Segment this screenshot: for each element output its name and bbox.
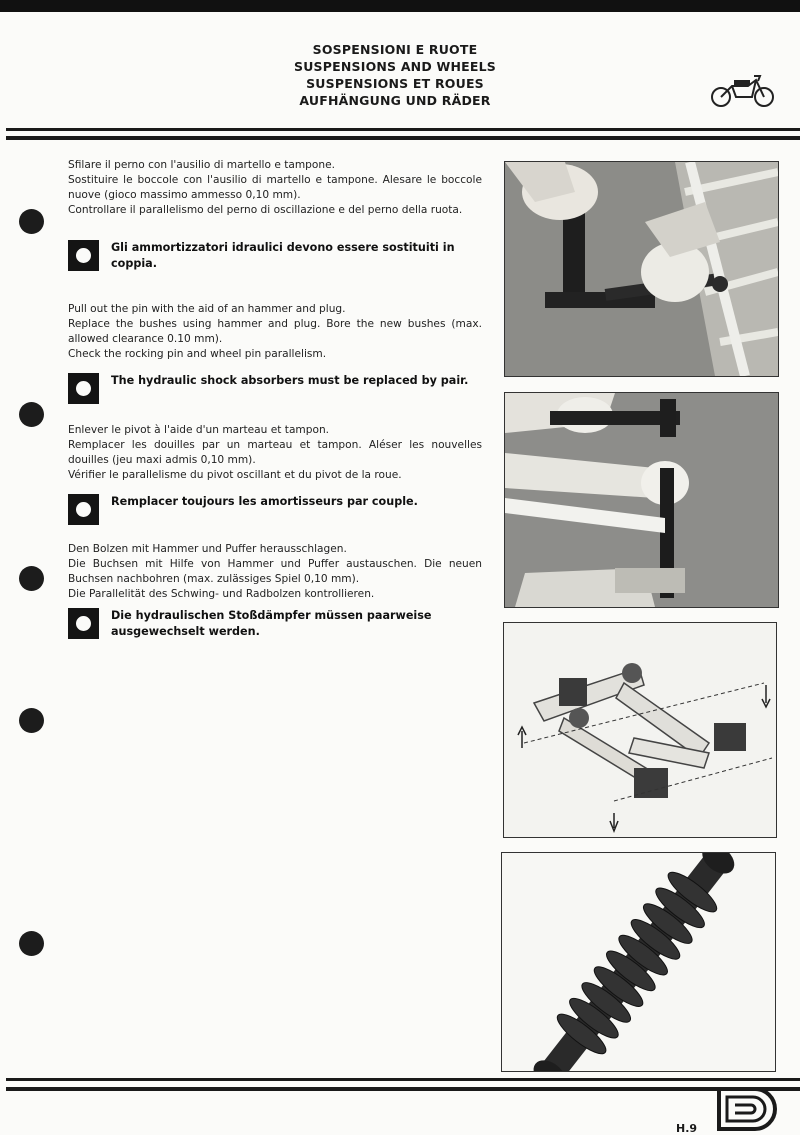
paragraph: Pull out the pin with the aid of an hammer and plug.: [68, 303, 346, 315]
paragraph: Den Bolzen mit Hammer und Puffer herausschlagen.: [68, 543, 347, 555]
paragraph: Die Parallelität des Schwing- und Radbolzen kontrollieren.: [68, 588, 375, 600]
paragraph: Enlever le pivot à l'aide d'un marteau et tampon.: [68, 424, 330, 436]
paragraph: Vérifier le parallelisme du pivot oscillant et du pivot de la roue.: [68, 469, 402, 481]
footer-rule-thin: [6, 1078, 800, 1081]
manufacturer-logo-icon: [715, 1083, 777, 1133]
paragraph: Replace the bushes using hammer and plug. Bore the new bushes (max. allowed clearance 0.10 mm).: [68, 318, 482, 345]
note-symbol-icon: [68, 494, 99, 525]
photo-bush-replacement: [504, 392, 779, 608]
paragraph: Remplacer les douilles par un marteau et tampon. Aléser les nouvelles douilles (jeu maxi admis 0,10 mm).: [68, 439, 482, 466]
photo-parallelism-check: [503, 622, 777, 838]
section-italian: [68, 158, 482, 218]
paragraph: Sfilare il perno con l'ausilio di martello e tampone.: [68, 159, 335, 171]
note-text: The hydraulic shock absorbers must be replaced by pair.: [111, 374, 469, 387]
title-italian: SOSPENSIONI E RUOTE: [312, 42, 478, 57]
section-french: [68, 423, 482, 483]
photo-shock-absorber: [501, 852, 776, 1072]
title-german: AUFHÄNGUNG UND RÄDER: [299, 93, 491, 108]
binder-hole-icon: [19, 402, 44, 427]
paragraph: Controllare il parallelismo del perno di oscillazione e del perno della ruota.: [68, 204, 463, 216]
note-text: Gli ammortizzatori idraulici devono essere sostituiti in coppia.: [111, 241, 455, 270]
paragraph: Check the rocking pin and wheel pin parallelism.: [68, 348, 327, 360]
footer-rule-thick: [6, 1087, 800, 1091]
note-text: Remplacer toujours les amortisseurs par couple.: [111, 495, 418, 508]
binder-hole-icon: [19, 209, 44, 234]
header-rule-thin: [6, 128, 800, 131]
page-header: [250, 41, 540, 109]
motorcycle-icon: [708, 72, 778, 110]
note-symbol-icon: [68, 373, 99, 404]
top-edge-bar: [0, 0, 800, 12]
title-english: SUSPENSIONS AND WHEELS: [294, 59, 496, 74]
note-symbol-icon: [68, 608, 99, 639]
section-english: [68, 302, 482, 362]
binder-hole-icon: [19, 931, 44, 956]
binder-hole-icon: [19, 708, 44, 733]
page-number: H.9: [676, 1122, 698, 1135]
title-french: SUSPENSIONS ET ROUES: [306, 76, 484, 91]
header-rule-thick: [6, 136, 800, 140]
note-text: Die hydraulischen Stoßdämpfer müssen paarweise ausgewechselt werden.: [111, 609, 432, 638]
photo-pin-removal: [504, 161, 779, 377]
note-symbol-icon: [68, 240, 99, 271]
binder-hole-icon: [19, 566, 44, 591]
section-german: [68, 542, 482, 602]
paragraph: Sostituire le boccole con l'ausilio di martello e tampone. Alesare le boccole nuove (gioco massimo ammesso 0,10 mm).: [68, 174, 482, 201]
paragraph: Die Buchsen mit Hilfe von Hammer und Puffer austauschen. Die neuen Buchsen nachbohren (max. zulässiges Spiel 0,10 mm).: [68, 558, 482, 585]
